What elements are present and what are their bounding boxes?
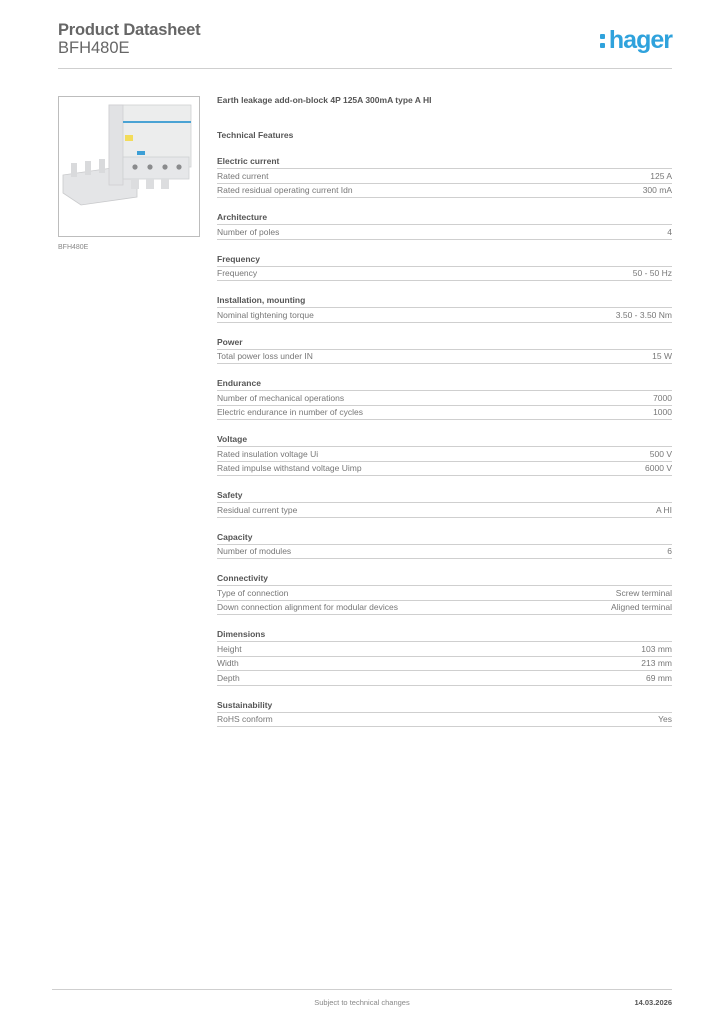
section-title: Architecture [217, 211, 672, 225]
logo-colon-icon [600, 31, 607, 49]
feature-row [217, 713, 672, 728]
feature-row [217, 545, 672, 560]
technical-features-heading: Technical Features [217, 130, 294, 140]
section-title: Frequency [217, 253, 672, 267]
header-divider [58, 68, 672, 69]
feature-value: 213 mm [641, 658, 672, 669]
feature-row [217, 671, 672, 686]
feature-section [217, 572, 672, 615]
feature-section [217, 294, 672, 323]
logo-text: hager [608, 26, 672, 54]
product-code: BFH480E [58, 39, 130, 57]
feature-section [217, 211, 672, 240]
feature-section [217, 433, 672, 476]
feature-label: Down connection alignment for modular devices [217, 602, 398, 613]
feature-value: 3.50 - 3.50 Nm [615, 309, 672, 320]
feature-value: 7000 [653, 392, 672, 403]
feature-value: 6 [667, 546, 672, 557]
feature-value: 125 A [650, 170, 672, 181]
feature-label: Rated residual operating current Idn [217, 185, 353, 196]
feature-value: 50 - 50 Hz [632, 268, 672, 279]
feature-value: 6000 V [645, 463, 672, 474]
feature-section [217, 531, 672, 560]
feature-value: 15 W [652, 351, 672, 362]
section-title: Dimensions [217, 628, 672, 642]
feature-value: Yes [658, 714, 672, 725]
datasheet-main [217, 92, 672, 727]
feature-label: Width [217, 658, 239, 669]
feature-section [217, 628, 672, 686]
feature-row [217, 601, 672, 616]
feature-label: Total power loss under IN [217, 351, 313, 362]
rcd-add-on-block-illustration [59, 97, 199, 236]
feature-value: A HI [655, 504, 672, 515]
feature-label: Rated current [217, 170, 269, 181]
feature-value: 103 mm [641, 643, 672, 654]
feature-row [217, 350, 672, 365]
feature-label: Number of mechanical operations [217, 392, 345, 403]
section-title: Capacity [217, 531, 672, 545]
footer-date: 14.03.2026 [634, 998, 672, 1007]
feature-label: Height [217, 643, 242, 654]
feature-value: 4 [667, 226, 672, 237]
feature-row [217, 184, 672, 199]
footer-divider [52, 989, 672, 990]
feature-row [217, 657, 672, 672]
feature-row [217, 447, 672, 462]
feature-label: Electric endurance in number of cycles [217, 407, 363, 418]
feature-label: Frequency [217, 268, 258, 279]
feature-sections [217, 155, 672, 727]
section-title: Endurance [217, 377, 672, 391]
feature-label: RoHS conform [217, 714, 273, 725]
feature-section [217, 336, 672, 365]
feature-row [217, 586, 672, 601]
feature-value: 300 mA [642, 185, 672, 196]
feature-label: Number of modules [217, 546, 292, 557]
feature-label: Nominal tightening torque [217, 309, 314, 320]
feature-value: Aligned terminal [611, 602, 672, 613]
feature-row [217, 267, 672, 282]
feature-section [217, 155, 672, 198]
product-description: Earth leakage add-on-block 4P 125A 300mA type A HI [217, 95, 432, 105]
section-title: Safety [217, 489, 672, 503]
image-caption: BFH480E [58, 244, 89, 251]
section-title: Power [217, 336, 672, 350]
feature-section [217, 489, 672, 518]
feature-row [217, 391, 672, 406]
feature-row [217, 503, 672, 518]
feature-label: Residual current type [217, 504, 298, 515]
feature-value: 1000 [653, 407, 672, 418]
feature-row [217, 169, 672, 184]
feature-label: Number of poles [217, 226, 280, 237]
feature-row [217, 406, 672, 421]
feature-row [217, 225, 672, 240]
feature-row [217, 642, 672, 657]
feature-value: 500 V [649, 448, 672, 459]
page-title: Product Datasheet [58, 21, 201, 39]
section-title: Voltage [217, 433, 672, 447]
section-title: Connectivity [217, 572, 672, 586]
product-image [58, 96, 200, 237]
feature-section [217, 699, 672, 728]
feature-label: Rated impulse withstand voltage Uimp [217, 463, 362, 474]
hager-logo [600, 28, 672, 53]
section-title: Installation, mounting [217, 294, 672, 308]
feature-section [217, 253, 672, 282]
feature-label: Type of connection [217, 587, 289, 598]
section-title: Sustainability [217, 699, 672, 713]
feature-section [217, 377, 672, 420]
feature-label: Depth [217, 672, 240, 683]
feature-row [217, 462, 672, 477]
feature-label: Rated insulation voltage Ui [217, 448, 319, 459]
footer-note: Subject to technical changes [314, 998, 410, 1007]
feature-value: Screw terminal [615, 587, 672, 598]
section-title: Electric current [217, 155, 672, 169]
feature-value: 69 mm [646, 672, 672, 683]
feature-row [217, 308, 672, 323]
